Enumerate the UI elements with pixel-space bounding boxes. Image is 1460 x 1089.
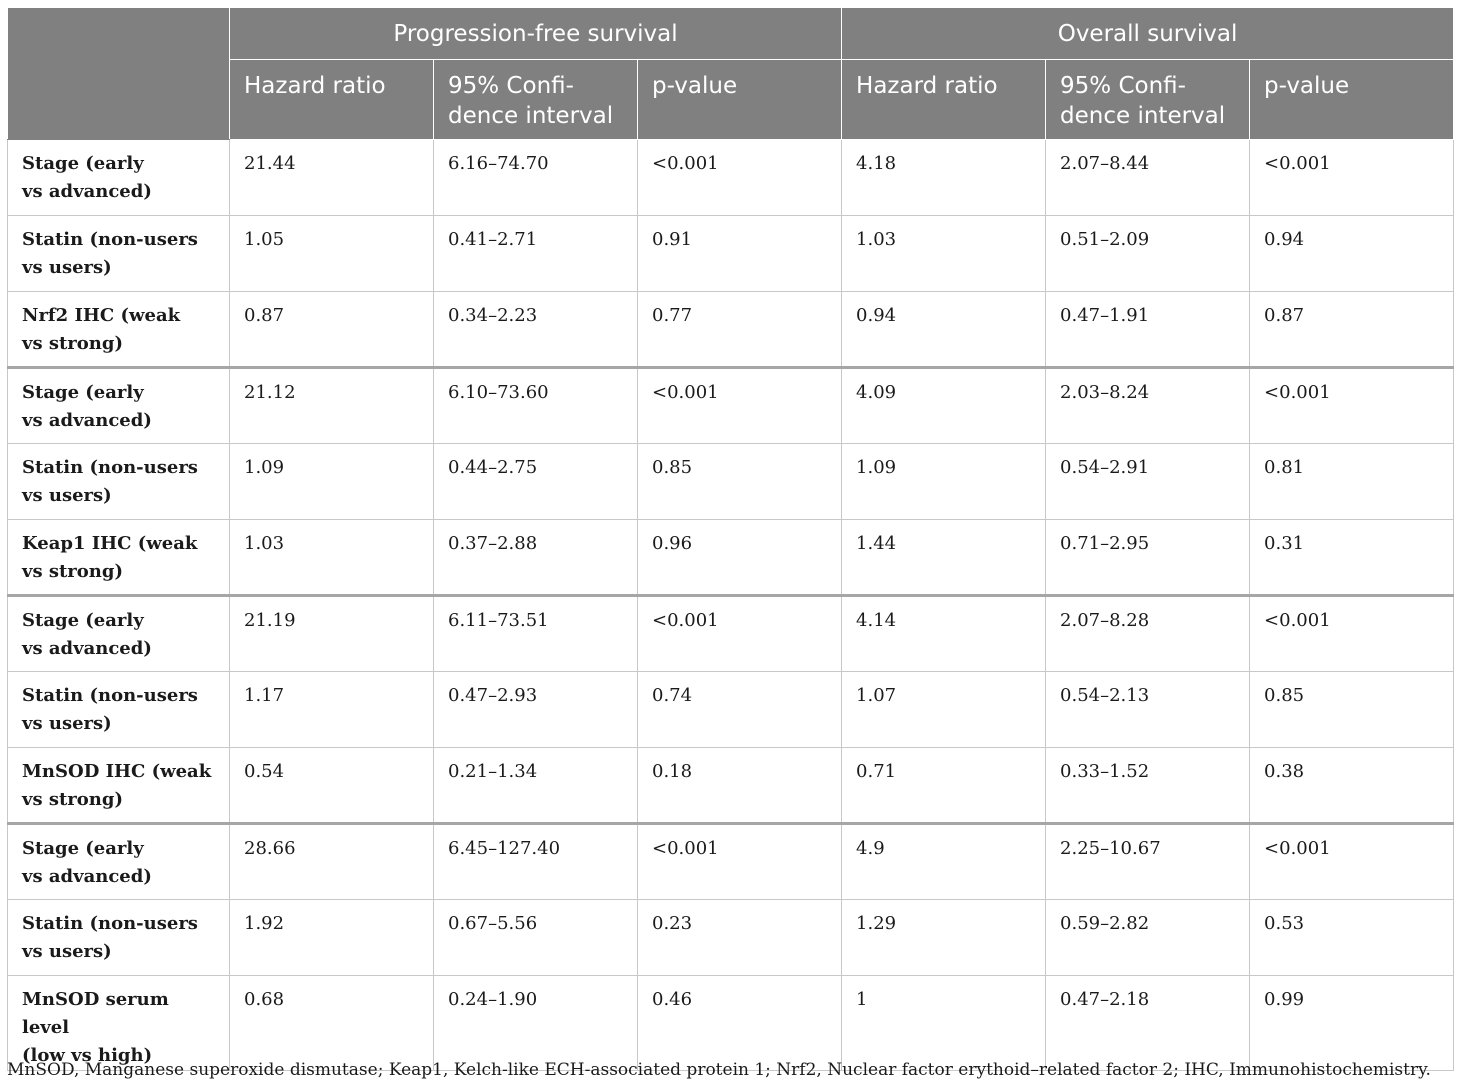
pfs-confidence-interval-cell: 6.45–127.40 [434,824,638,900]
table-row [8,596,1454,672]
header-corner-cell [8,8,230,140]
row-label: Stage (early vs advanced) [8,596,230,672]
os-confidence-interval-cell: 0.59–2.82 [1046,900,1250,976]
row-label: Statin (non-users vs users) [8,444,230,520]
os-hazard-ratio-cell: 1.09 [842,444,1046,520]
os-p-value-cell: 0.99 [1250,976,1454,1071]
table-row [8,900,1454,976]
os-hazard-ratio-cell: 0.94 [842,292,1046,368]
os-confidence-interval-cell: 2.07–8.28 [1046,596,1250,672]
pfs-p-value-cell: <0.001 [638,140,842,216]
os-p-value-cell: <0.001 [1250,824,1454,900]
row-label: Statin (non-users vs users) [8,216,230,292]
table-body [8,140,1454,1071]
header-pfs-p-value: p-value [638,60,842,140]
os-confidence-interval-cell: 0.54–2.13 [1046,672,1250,748]
os-p-value-cell: 0.38 [1250,748,1454,824]
table-row [8,824,1454,900]
pfs-confidence-interval-cell: 6.11–73.51 [434,596,638,672]
pfs-p-value-cell: 0.18 [638,748,842,824]
header-pfs-group: Progression-free survival [230,8,842,60]
header-os-group: Overall survival [842,8,1454,60]
os-hazard-ratio-cell: 1.03 [842,216,1046,292]
os-hazard-ratio-cell: 4.9 [842,824,1046,900]
pfs-hazard-ratio-cell: 1.05 [230,216,434,292]
pfs-confidence-interval-cell: 0.47–2.93 [434,672,638,748]
header-pfs-hazard-ratio: Hazard ratio [230,60,434,140]
pfs-confidence-interval-cell: 0.21–1.34 [434,748,638,824]
pfs-hazard-ratio-cell: 21.12 [230,368,434,444]
header-os-hazard-ratio: Hazard ratio [842,60,1046,140]
pfs-p-value-cell: <0.001 [638,824,842,900]
pfs-hazard-ratio-cell: 28.66 [230,824,434,900]
table-row [8,444,1454,520]
pfs-p-value-cell: 0.46 [638,976,842,1071]
pfs-confidence-interval-cell: 6.10–73.60 [434,368,638,444]
pfs-hazard-ratio-cell: 1.17 [230,672,434,748]
os-p-value-cell: 0.85 [1250,672,1454,748]
pfs-confidence-interval-cell: 0.24–1.90 [434,976,638,1071]
row-label: Stage (early vs advanced) [8,368,230,444]
table-header [8,8,1454,140]
os-p-value-cell: <0.001 [1250,368,1454,444]
pfs-confidence-interval-cell: 0.41–2.71 [434,216,638,292]
os-hazard-ratio-cell: 4.14 [842,596,1046,672]
pfs-p-value-cell: 0.85 [638,444,842,520]
table-container [7,7,1453,1071]
os-confidence-interval-cell: 0.47–1.91 [1046,292,1250,368]
pfs-hazard-ratio-cell: 21.44 [230,140,434,216]
os-confidence-interval-cell: 0.54–2.91 [1046,444,1250,520]
table-row [8,976,1454,1071]
pfs-hazard-ratio-cell: 1.03 [230,520,434,596]
os-p-value-cell: 0.31 [1250,520,1454,596]
pfs-hazard-ratio-cell: 0.68 [230,976,434,1071]
os-hazard-ratio-cell: 4.09 [842,368,1046,444]
row-label: Statin (non-users vs users) [8,900,230,976]
os-hazard-ratio-cell: 1.07 [842,672,1046,748]
os-confidence-interval-cell: 0.33–1.52 [1046,748,1250,824]
pfs-p-value-cell: 0.96 [638,520,842,596]
table-row [8,140,1454,216]
header-pfs-confidence-interval: 95% Confi- dence interval [434,60,638,140]
os-p-value-cell: 0.94 [1250,216,1454,292]
survival-table [7,7,1454,1071]
pfs-confidence-interval-cell: 0.67–5.56 [434,900,638,976]
row-label: Stage (early vs advanced) [8,140,230,216]
pfs-p-value-cell: <0.001 [638,596,842,672]
row-label: Nrf2 IHC (weak vs strong) [8,292,230,368]
table-row [8,672,1454,748]
os-hazard-ratio-cell: 1.44 [842,520,1046,596]
os-hazard-ratio-cell: 0.71 [842,748,1046,824]
pfs-hazard-ratio-cell: 1.92 [230,900,434,976]
pfs-confidence-interval-cell: 0.37–2.88 [434,520,638,596]
row-label: Keap1 IHC (weak vs strong) [8,520,230,596]
pfs-p-value-cell: 0.23 [638,900,842,976]
pfs-p-value-cell: 0.91 [638,216,842,292]
os-confidence-interval-cell: 0.71–2.95 [1046,520,1250,596]
table-row [8,368,1454,444]
table-row [8,292,1454,368]
pfs-hazard-ratio-cell: 21.19 [230,596,434,672]
table-row [8,520,1454,596]
header-group-row [8,8,1454,60]
os-p-value-cell: 0.81 [1250,444,1454,520]
table-footnote: MnSOD, Manganese superoxide dismutase; Keap1, Kelch-like ECH-associated protein 1; Nrf2, Nuclear factor erythoid–related factor 2; IHC, Immunohistochemistry. [7,1060,1431,1080]
pfs-p-value-cell: 0.74 [638,672,842,748]
os-p-value-cell: 0.53 [1250,900,1454,976]
os-confidence-interval-cell: 2.07–8.44 [1046,140,1250,216]
pfs-hazard-ratio-cell: 0.54 [230,748,434,824]
table-row [8,748,1454,824]
os-confidence-interval-cell: 2.03–8.24 [1046,368,1250,444]
row-label: MnSOD serum level (low vs high) [8,976,230,1071]
pfs-hazard-ratio-cell: 0.87 [230,292,434,368]
os-p-value-cell: <0.001 [1250,596,1454,672]
row-label: Stage (early vs advanced) [8,824,230,900]
os-hazard-ratio-cell: 1 [842,976,1046,1071]
table-row [8,216,1454,292]
pfs-confidence-interval-cell: 0.44–2.75 [434,444,638,520]
os-p-value-cell: 0.87 [1250,292,1454,368]
os-confidence-interval-cell: 0.51–2.09 [1046,216,1250,292]
os-confidence-interval-cell: 2.25–10.67 [1046,824,1250,900]
pfs-hazard-ratio-cell: 1.09 [230,444,434,520]
header-os-p-value: p-value [1250,60,1454,140]
header-os-confidence-interval: 95% Confi- dence interval [1046,60,1250,140]
os-confidence-interval-cell: 0.47–2.18 [1046,976,1250,1071]
pfs-p-value-cell: <0.001 [638,368,842,444]
pfs-p-value-cell: 0.77 [638,292,842,368]
pfs-confidence-interval-cell: 0.34–2.23 [434,292,638,368]
os-hazard-ratio-cell: 4.18 [842,140,1046,216]
pfs-confidence-interval-cell: 6.16–74.70 [434,140,638,216]
row-label: MnSOD IHC (weak vs strong) [8,748,230,824]
os-p-value-cell: <0.001 [1250,140,1454,216]
os-hazard-ratio-cell: 1.29 [842,900,1046,976]
row-label: Statin (non-users vs users) [8,672,230,748]
